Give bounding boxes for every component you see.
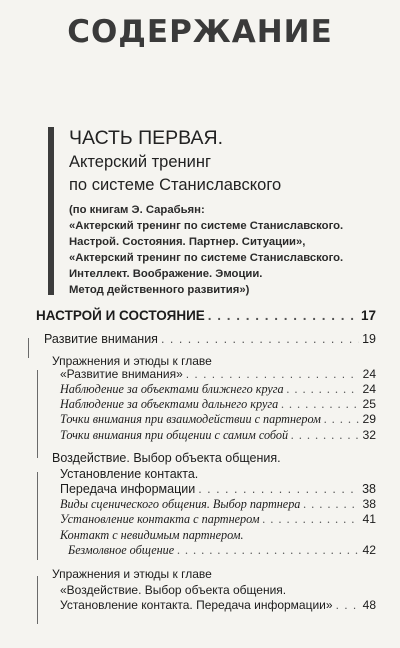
toc-entry-title: Установление контакта. Передача информации» [60, 598, 333, 612]
toc-page-number: 48 [362, 598, 376, 612]
page-title: СОДЕРЖАНИЕ [67, 14, 333, 50]
toc-leader-dots [281, 397, 359, 412]
toc-entry-title: Виды сценического общения. Выбор партнера [60, 497, 301, 511]
toc-entry-observation-far[interactable] [60, 397, 376, 412]
toc-entry-title: НАСТРОЙ И СОСТОЯНИЕ [36, 308, 205, 323]
toc-leader-dots [324, 412, 360, 427]
toc-entry-title: Установление контакта. [60, 467, 199, 481]
part-accent-bar [48, 127, 54, 295]
toc-entry-title: Установление контакта с партнером [60, 512, 260, 526]
toc-entry-points-partner[interactable] [60, 412, 376, 427]
toc-vertical-rule [37, 576, 38, 624]
toc-page-number: 19 [362, 332, 376, 346]
part-subtitle-line-2: по системе Станиславского [69, 176, 282, 194]
toc-page-number: 29 [362, 412, 376, 426]
toc-page-number: 38 [362, 482, 376, 496]
toc-leader-dots [291, 428, 359, 443]
toc-entry-stage-communication[interactable] [60, 497, 376, 512]
part-note-line-1: (по книгам Э. Сарабьян: [69, 204, 205, 216]
part-note-line-2: «Актерский тренинг по системе Станиславского. [69, 220, 344, 232]
toc-page-number: 41 [362, 512, 376, 526]
toc-page-number: 25 [362, 397, 376, 411]
toc-entry-observation-near[interactable] [60, 382, 376, 397]
toc-vertical-rule [37, 370, 38, 458]
toc-entry-attention[interactable] [44, 332, 376, 346]
toc-vertical-rule [28, 338, 29, 358]
toc-page-number: 38 [362, 497, 376, 511]
toc-page-number: 42 [362, 543, 376, 557]
toc-entry-exercises-2[interactable] [60, 598, 376, 612]
toc-entry-exercises-1[interactable] [60, 367, 376, 381]
toc-entry-title: Контакт с невидимым партнером. [60, 528, 244, 542]
toc-entry-title: Точки внимания при взаимодействии с партнером [60, 412, 321, 426]
toc-leader-dots [336, 598, 360, 612]
toc-entry-title: Наблюдение за объектами ближнего круга [60, 382, 284, 396]
toc-entry-title: «Воздействие. Выбор объекта общения. [60, 583, 287, 597]
toc-entry-title: «Развитие внимания» [60, 367, 183, 381]
toc-entry-title: Воздействие. Выбор объекта общения. [52, 451, 281, 465]
toc-entry-title: Точки внимания при общении с самим собой [60, 428, 289, 442]
part-note-line-4: «Актерский тренинг по системе Станиславского. [69, 252, 344, 264]
toc-leader-dots [198, 482, 359, 496]
part-note-line-3: Настрой. Состояния. Партнер. Ситуации», [69, 236, 306, 248]
toc-page-number: 24 [362, 382, 376, 396]
toc-entry-title: Развитие внимания [44, 332, 158, 346]
part-note-line-6: Метод действенного развития») [69, 284, 250, 296]
toc-entry-contact-partner[interactable] [60, 512, 376, 527]
toc-vertical-rule [37, 472, 38, 560]
toc-leader-dots [208, 308, 358, 323]
toc-page-number: 24 [362, 367, 376, 381]
toc-leader-dots [287, 382, 360, 397]
toc-entry-points-self[interactable] [60, 428, 376, 443]
toc-page-number: 17 [360, 308, 376, 323]
toc-entry-invisible-partner[interactable] [68, 543, 376, 558]
toc-entry-impact[interactable] [60, 482, 376, 496]
toc-entry-section[interactable] [36, 308, 376, 323]
toc-leader-dots [186, 367, 360, 381]
toc-entry-title: Упражнения и этюды к главе [52, 354, 212, 368]
toc-entry-title: Упражнения и этюды к главе [52, 567, 212, 581]
part-note-line-5: Интеллект. Воображение. Эмоции. [69, 268, 263, 280]
toc-page-number: 32 [362, 428, 376, 442]
toc-leader-dots [303, 497, 359, 512]
toc-entry-title: Наблюдение за объектами дальнего круга [60, 397, 279, 411]
part-heading: ЧАСТЬ ПЕРВАЯ. [69, 127, 224, 149]
toc-leader-dots [161, 332, 359, 346]
toc-entry-title: Безмолвное общение [68, 543, 175, 557]
part-subtitle-line-1: Актерский тренинг [69, 153, 211, 171]
toc-entry-title: Передача информации [60, 482, 196, 496]
toc-leader-dots [263, 512, 360, 527]
toc-leader-dots [177, 543, 359, 558]
